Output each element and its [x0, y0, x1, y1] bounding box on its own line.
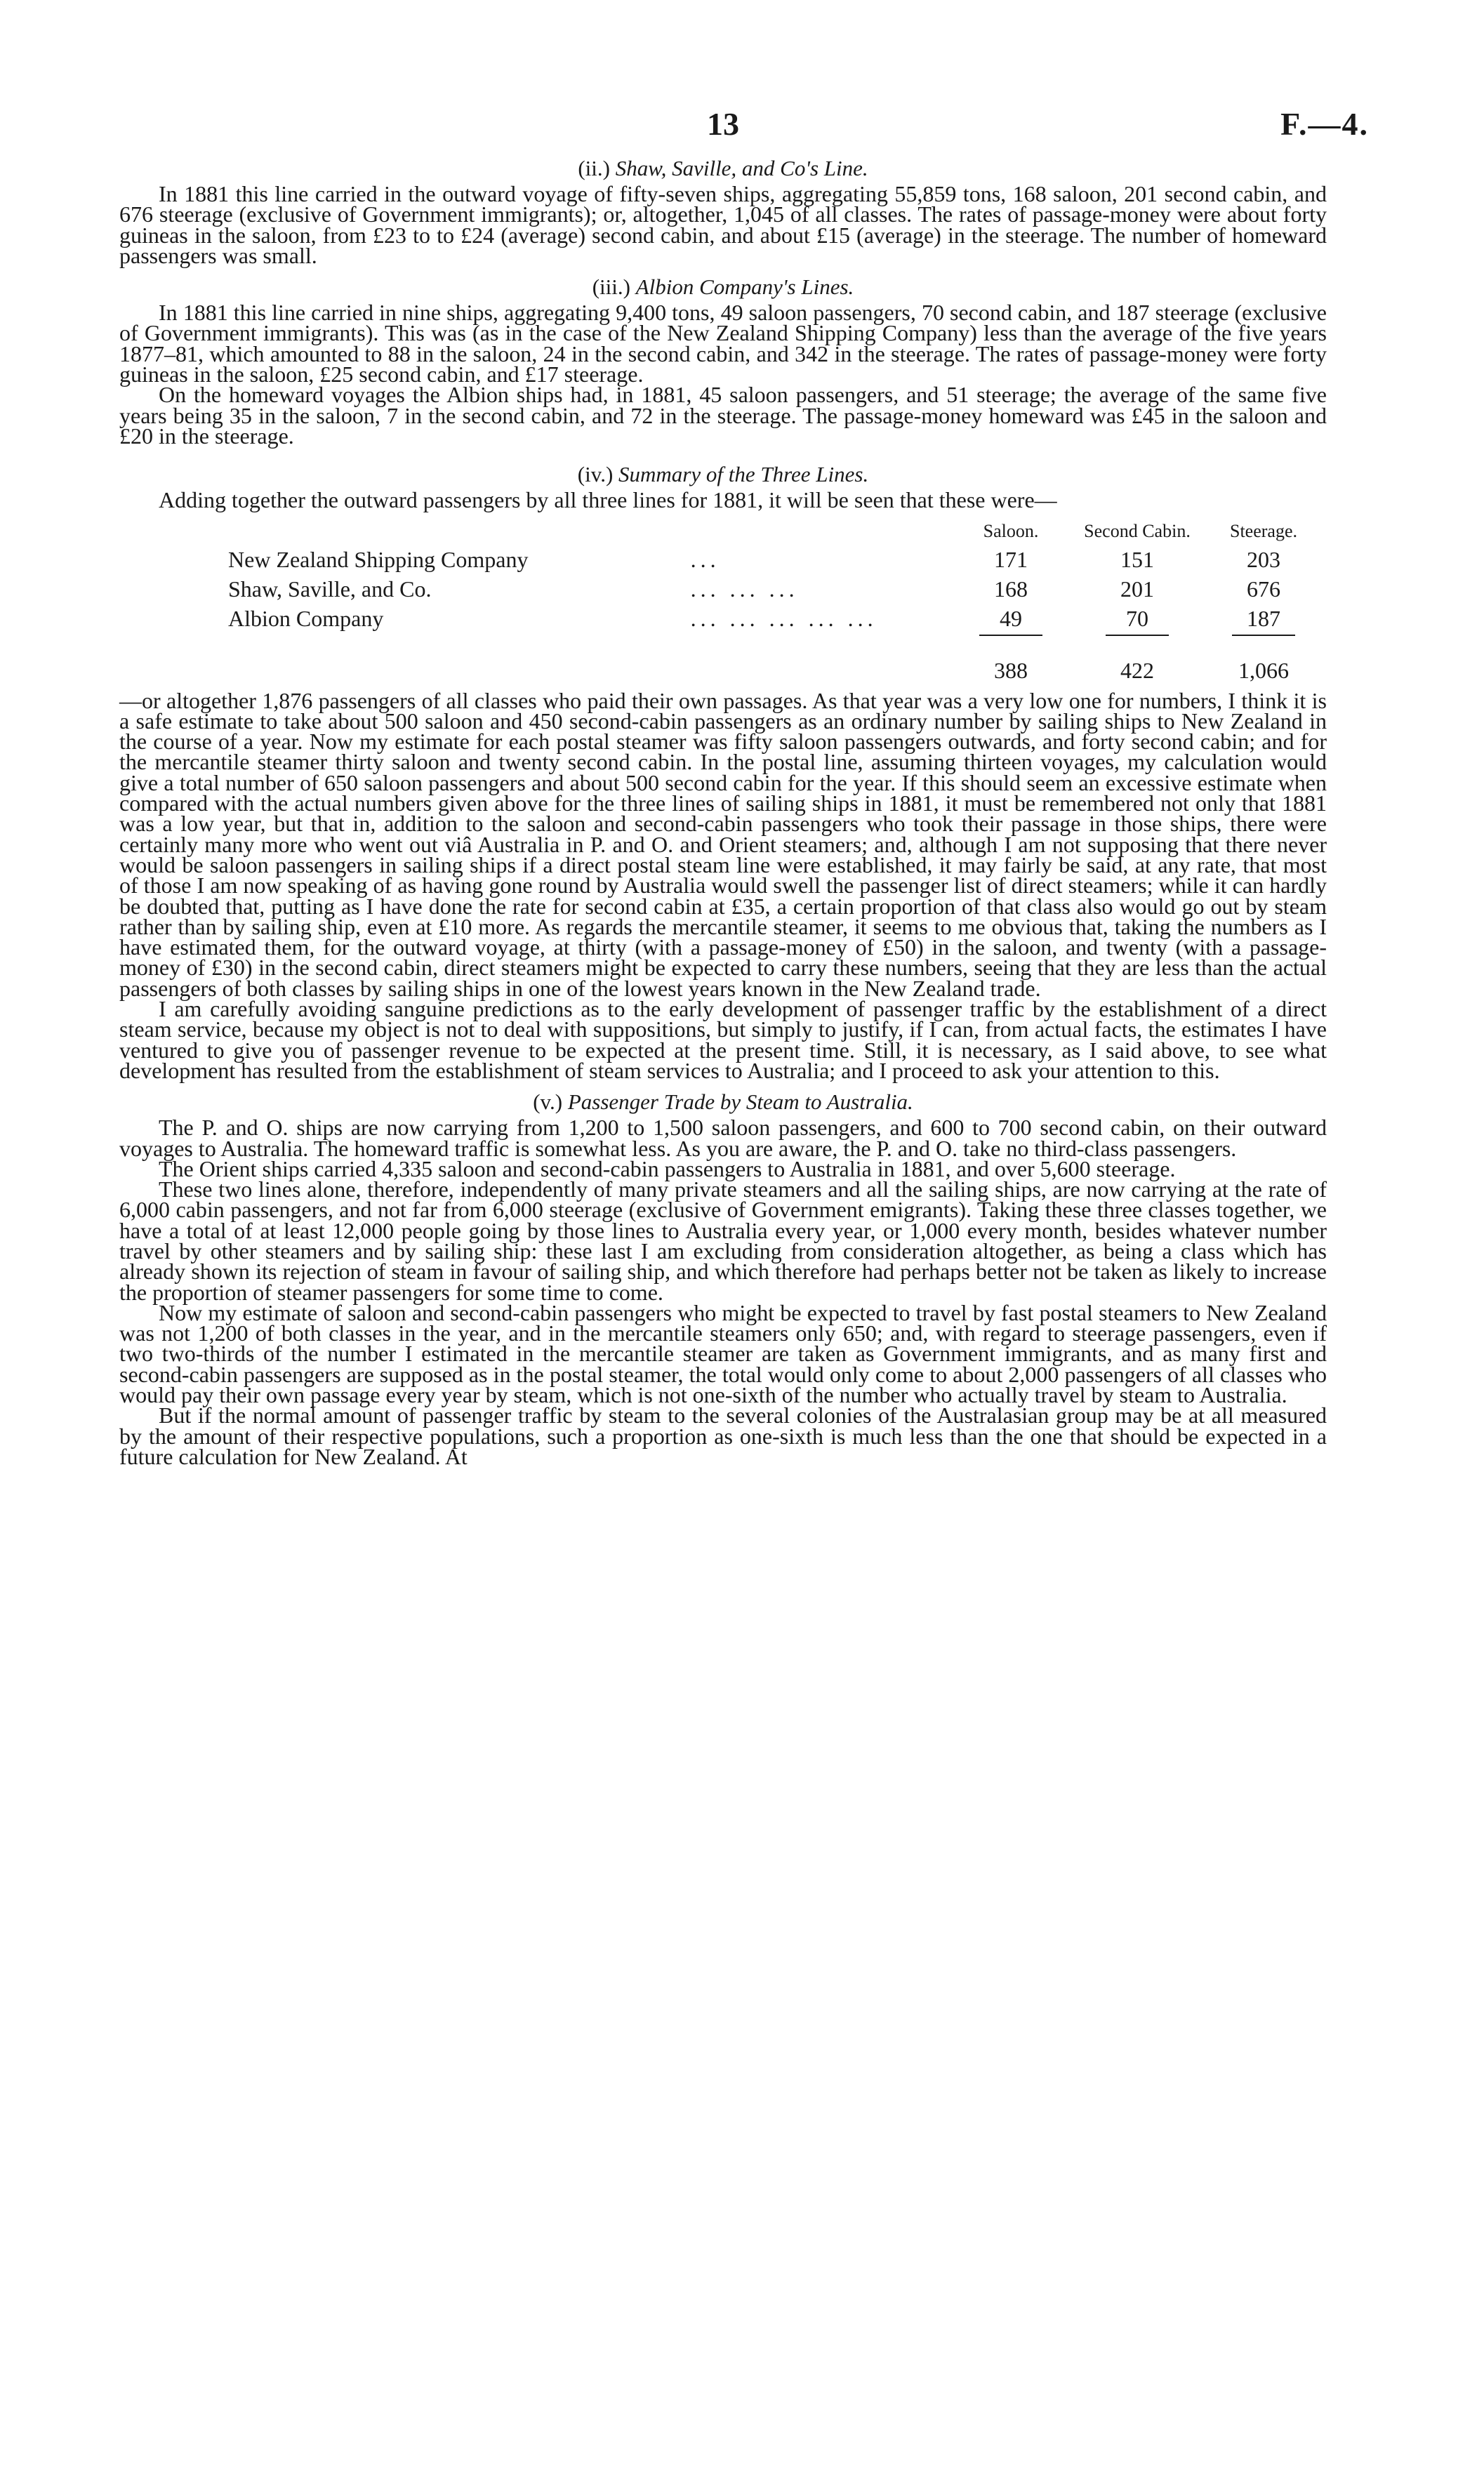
heading-title: Summary of the Three Lines. [618, 462, 869, 487]
cell-saloon: 171 [994, 546, 1028, 572]
section-heading-summary [119, 460, 1327, 489]
cell-second-cabin: 151 [1120, 546, 1154, 572]
leader-dots: ... [690, 546, 720, 572]
header-spacer [119, 521, 663, 545]
page-number: 13 [707, 106, 739, 142]
section-heading-steam [119, 1088, 1327, 1116]
paragraph: These two lines alone, therefore, independently of many private steamers and all the sailing ships, are now carrying at the rate of 6,000 cabin passengers, and not far from 6,000 steerage (exclusive of Government emigrants). Taking these three classes together, we have a total of at least 12,000 people going by those lines to Australia every year, or 1,000 every month, besides whatever number travel by other steamers and by sailing ship: these last I am excluding from consideration altogether, as being a class which has already shown its rejection of steam in favour of sailing ship, and which therefore had perhaps better not be taken as likely to increase the proportion of steamer passengers for some time to come. [119, 1176, 1327, 1305]
page-header [119, 91, 1369, 147]
table-row [119, 574, 1327, 604]
heading-title: Albion Company's Lines. [635, 274, 854, 300]
summary-table-block [119, 521, 1327, 685]
totals-row [119, 637, 1327, 685]
column-header-saloon: Saloon. [983, 520, 1039, 541]
heading-title: Shaw, Saville, and Co's Line. [615, 156, 868, 180]
paragraph: In 1881 this line carried in nine ships, aggregating 9,400 tons, 49 saloon passengers, 70 second cabin, and 187 steerage (exclusive of Government immigrants). This was (as in the case of the New Zealand Shipping Company) less than the average of the five years 1877–81, which amounted to 88 in the saloon, 24 in the second cabin, and 342 in the steerage. The rates of passage-money were forty guineas in the saloon, £25 second cabin, and £17 steerage. [119, 300, 1327, 387]
table-row [119, 604, 1327, 633]
total-steerage: 1,066 [1238, 657, 1289, 683]
paragraph: The Orient ships carried 4,335 saloon and second-cabin passengers to Australia in 1881, and over 5,600 steerage. [159, 1155, 1176, 1181]
paragraph: But if the normal amount of passenger traffic by steam to the several colonies of the Australasian group may be at all measured by the amount of their respective populations, such a proportion as one-sixth is much less than the one that should be expected in a future calculation for New Zealand. At [119, 1402, 1327, 1469]
paragraph-continuation: —or altogether 1,876 passengers of all classes who paid their own passages. As that year was a very low one for numbers, I think it is a safe estimate to take about 500 saloon and 450 second-cabin passengers as an ordinary number by sailing ships to New Zealand in the course of a year. Now my estimate for each postal steamer was fifty saloon passengers outwards, and forty second cabin; and for the mercantile steamer thirty saloon and twenty second cabin. In the postal line, assuming thirteen voyages, my calculation would give a total number of 650 saloon passengers and about 500 second cabin for the year. If this should seem an excessive estimate when compared with the actual numbers given above for the three lines of sailing ships in 1881, it must be remembered not only that 1881 was a low year, but that in, addition to the saloon and second-cabin passengers who took their passage in those ships, there were certainly many more who went out viâ Australia in P. and O. and Orient steamers; and, although I am not supposing that there never would be saloon passengers in sailing ships if a direct postal steam line were established, it may fairly be said, at any rate, that most of those I am now speaking of as having gone round by Australia would swell the passenger list of direct steamers; while it can hardly be doubted that, putting as I have done the rate for second cabin at £35, a certain proportion of that class also would go out by steam rather than by sailing ship, even at £10 more. As regards the mercantile steamer, it seems to me obvious that, taking the numbers as I have estimated them, for the outward voyage, at thirty (with a passage-money of £50) in the saloon, and twenty (with a passage-money of £30) in the second cabin, direct steamers might be expected to carry these numbers, seeing that they are less than the actual passengers of both classes by sailing ships in one of the lowest years known in the New Zealand trade. [119, 687, 1327, 1001]
leader-dots: ... ... ... [690, 576, 799, 602]
leader-dots: ... ... ... ... ... [690, 605, 877, 631]
paragraph: Adding together the outward passengers by all three lines for 1881, it will be seen that these were— [159, 487, 1057, 513]
cell-second-cabin: 70 [1126, 605, 1148, 631]
cell-second-cabin: 201 [1120, 576, 1154, 602]
document-page [119, 91, 1369, 1469]
totals-spacer [119, 637, 663, 685]
row-name: Albion Company [228, 605, 384, 631]
row-name: New Zealand Shipping Company [228, 546, 529, 572]
summary-table [119, 521, 1327, 685]
cell-saloon: 49 [1000, 605, 1022, 631]
heading-prefix: (v.) [533, 1089, 563, 1115]
document-code: F.—4. [1280, 106, 1369, 142]
heading-prefix: (ii.) [578, 156, 610, 180]
heading-title: Passenger Trade by Steam to Australia. [567, 1089, 913, 1115]
paragraph: On the homeward voyages the Albion ships had, in 1881, 45 saloon passengers, and 51 steerage; the average of the same five years being 35 in the saloon, 7 in the second cabin, and 72 in the steerage. The passage-money homeward was £45 in the saloon and £20 in the steerage. [119, 382, 1327, 449]
paragraph: Now my estimate of saloon and second-cabin passengers who might be expected to travel by fast postal steamers to New Zealand was not 1,200 of both classes in the year, and in the mercantile steamers only 650; and, with regard to steerage passengers, even if two two-thirds of the number I estimated in the mercantile steamer are taken as Government immigrants, and as many first and second-cabin passengers are supposed as in the postal steamer, the total would only come to about 2,000 passengers of all classes who would pay their own passage every year by steam, which is not one-sixth of the number who actually travel by steam to Australia. [119, 1299, 1327, 1408]
totals-spacer [663, 637, 948, 685]
column-header-steerage: Steerage. [1229, 520, 1297, 541]
heading-prefix: (iii.) [592, 274, 630, 300]
header-spacer [663, 521, 948, 545]
section-heading-albion [119, 273, 1327, 301]
table-header-row [119, 521, 1327, 545]
column-header-second-cabin: Second Cabin. [1084, 520, 1191, 541]
cell-saloon: 168 [994, 576, 1028, 602]
heading-prefix: (iv.) [577, 462, 614, 487]
total-second-cabin: 422 [1120, 657, 1154, 683]
cell-steerage: 203 [1247, 546, 1280, 572]
table-row [119, 545, 1327, 574]
cell-steerage: 676 [1247, 576, 1280, 602]
paragraph: The P. and O. ships are now carrying from 1,200 to 1,500 saloon passengers, and 600 to 700 second cabin, on their outward voyages to Australia. The homeward traffic is somewhat less. As you are aware, the P. and O. take no third-class passengers. [119, 1115, 1327, 1161]
row-name: Shaw, Saville, and Co. [228, 576, 432, 602]
cell-steerage: 187 [1247, 605, 1280, 631]
section-heading-shaw [119, 154, 1327, 183]
total-saloon: 388 [994, 657, 1028, 683]
paragraph: In 1881 this line carried in the outward voyage of fifty-seven ships, aggregating 55,859 tons, 168 saloon, 201 second cabin, and 676 steerage (exclusive of Government immigrants); or, altogether, 1,045 of all classes. The rates of passage-money were about forty guineas in the saloon, from £23 to to £24 (average) second cabin, and about £15 (average) in the steerage. The number of homeward passengers was small. [119, 181, 1327, 268]
paragraph: I am carefully avoiding sanguine predictions as to the early development of passenger traffic by the establishment of a direct steam service, because my object is not to deal with suppositions, but simply to justify, if I can, from actual facts, the estimates I have ventured to give you of passenger revenue to be expected at the present time. Still, it is necessary, as I said above, to see what development has resulted from the establishment of steam services to Australia; and I proceed to ask your attention to this. [119, 996, 1327, 1083]
